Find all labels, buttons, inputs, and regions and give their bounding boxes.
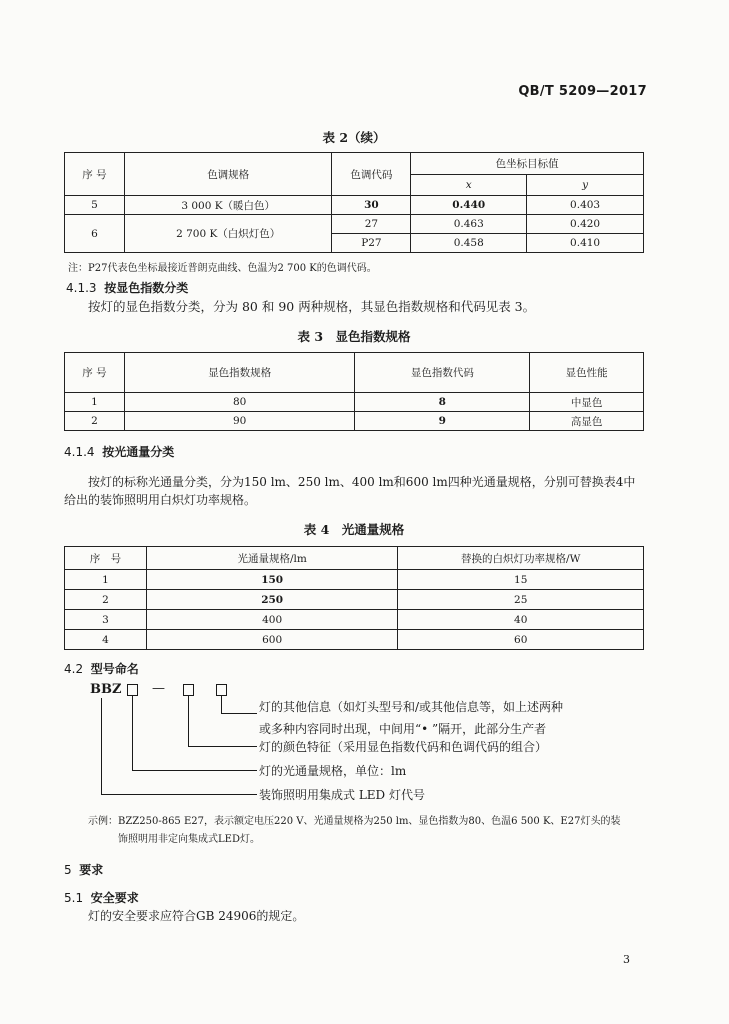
section-4-1-4-body-line2: 给出的装饰照明用白炽灯功率规格。 <box>64 493 257 507</box>
section-number: 4.1.3 <box>66 281 97 295</box>
table3-cell: 中显色 <box>530 393 644 412</box>
label-other-info-cont: 或多种内容同时出现，中间用“• ”隔开，此部分生产者 <box>259 722 547 736</box>
label-color: 灯的颜色特征（采用显色指数代码和色调代码的组合） <box>259 740 548 754</box>
table4-cell: 250 <box>146 590 398 610</box>
section-5-1-heading <box>64 889 139 906</box>
table-row <box>65 590 644 610</box>
table3-caption: 表 3 显色指数规格 <box>297 329 411 344</box>
table2-cell: 0.403 <box>527 196 644 215</box>
table2-cell: 0.410 <box>527 234 644 253</box>
table3-cell: 8 <box>355 393 530 412</box>
table2-header-y: y <box>527 175 644 196</box>
table2-header-x: x <box>411 175 527 196</box>
table4-header: 序 号 <box>65 547 147 570</box>
table4-cell: 15 <box>398 570 644 590</box>
table4-cell: 600 <box>146 630 398 650</box>
table2-cell: 0.458 <box>411 234 527 253</box>
flux-placeholder-box <box>127 684 138 696</box>
table4-cell: 400 <box>146 610 398 630</box>
table4-header: 光通量规格/lm <box>146 547 398 570</box>
table4-cell: 60 <box>398 630 644 650</box>
table2-cell: 2 700 K（白炽灯色） <box>124 215 332 253</box>
table-row <box>65 610 644 630</box>
section-5-heading <box>64 861 103 878</box>
section-5-1-body: 灯的安全要求应符合GB 24906的规定。 <box>88 909 305 923</box>
table3-cell: 高显色 <box>530 412 644 431</box>
table4-cell: 150 <box>146 570 398 590</box>
table4-cell: 25 <box>398 590 644 610</box>
table-row <box>65 393 644 412</box>
table2-cell: 27 <box>332 215 411 234</box>
section-title: 型号命名 <box>90 662 139 676</box>
section-4-1-4-body-line1: 按灯的标称光通量分类，分为150 lm、250 lm、400 lm和600 lm四种光通量规格，分别可替换表4中 <box>88 475 636 489</box>
section-title: 按光通量分类 <box>102 445 175 459</box>
connector-line <box>132 696 133 771</box>
model-dash: — <box>152 681 165 696</box>
table3-cell: 80 <box>124 393 355 412</box>
table3-header: 序 号 <box>65 353 125 393</box>
model-prefix: BBZ <box>90 682 122 697</box>
table2 <box>64 152 644 253</box>
table2-caption: 表 2（续） <box>322 130 386 145</box>
section-4-1-3-heading <box>66 279 188 296</box>
section-title: 要求 <box>79 863 104 877</box>
connector-line <box>221 696 222 714</box>
example-text: BZZ250-865 E27，表示额定电压220 V、光通量规格为250 lm、显色指数为80、色温6 500 K、E27灯头的装 <box>118 816 621 827</box>
table4-cell: 1 <box>65 570 147 590</box>
table-row <box>65 570 644 590</box>
table2-header-coord: 色坐标目标值 <box>411 153 644 175</box>
table3-cell: 1 <box>65 393 125 412</box>
table4-header: 替换的白炽灯功率规格/W <box>398 547 644 570</box>
table4-cell: 4 <box>65 630 147 650</box>
table3-cell: 90 <box>124 412 355 431</box>
table4-cell: 40 <box>398 610 644 630</box>
color-placeholder-box <box>183 684 194 696</box>
table3-header: 显色指数规格 <box>124 353 355 393</box>
table2-cell: 30 <box>332 196 411 215</box>
connector-line <box>132 770 257 771</box>
connector-line <box>188 696 189 747</box>
example-line2: 饰照明用非定向集成式LED灯。 <box>118 834 260 845</box>
label-other-info: 灯的其他信息（如灯头型号和/或其他信息等，如上述两种 <box>259 700 564 714</box>
section-number: 5.1 <box>64 891 84 905</box>
label-product-code: 装饰照明用集成式 LED 灯代号 <box>259 788 425 802</box>
connector-line <box>188 746 257 747</box>
table-row <box>65 630 644 650</box>
table4-cell: 3 <box>65 610 147 630</box>
table2-cell: 3 000 K（暖白色） <box>124 196 332 215</box>
table2-cell: 0.440 <box>411 196 527 215</box>
section-4-2-heading <box>64 660 139 677</box>
table2-cell: 6 <box>65 215 125 253</box>
table4 <box>64 546 644 650</box>
section-number: 4.1.4 <box>64 445 95 459</box>
table2-cell: 0.463 <box>411 215 527 234</box>
standard-code: QB/T 5209—2017 <box>518 84 647 99</box>
section-title: 按显色指数分类 <box>104 281 189 295</box>
table3-cell: 2 <box>65 412 125 431</box>
table-row <box>65 412 644 431</box>
section-number: 4.2 <box>64 662 84 676</box>
table4-cell: 2 <box>65 590 147 610</box>
connector-line <box>101 698 102 795</box>
example-label: 示例： <box>88 816 118 827</box>
connector-line <box>101 794 257 795</box>
table-row <box>65 196 644 215</box>
connector-line <box>221 713 257 714</box>
table3-header: 显色指数代码 <box>355 353 530 393</box>
table3-header: 显色性能 <box>530 353 644 393</box>
section-4-1-4-heading <box>64 443 174 460</box>
example-line1 <box>88 812 620 831</box>
table2-header-seq: 序 号 <box>65 153 125 196</box>
table2-cell: 0.420 <box>527 215 644 234</box>
page-number: 3 <box>623 953 630 966</box>
section-number: 5 <box>64 863 72 877</box>
table-row <box>65 215 644 234</box>
label-flux: 灯的光通量规格，单位：lm <box>259 764 407 778</box>
other-placeholder-box <box>216 684 227 696</box>
table3-cell: 9 <box>355 412 530 431</box>
table3 <box>64 352 644 431</box>
section-title: 安全要求 <box>90 891 139 905</box>
table4-caption: 表 4 光通量规格 <box>303 522 405 537</box>
table2-cell: 5 <box>65 196 125 215</box>
table2-header-code: 色调代码 <box>332 153 411 196</box>
table2-note: 注：P27代表色坐标最接近普朗克曲线、色温为2 700 K的色调代码。 <box>68 263 377 274</box>
table2-header-spec: 色调规格 <box>124 153 332 196</box>
section-4-1-3-body: 按灯的显色指数分类，分为 80 和 90 两种规格，其显色指数规格和代码见表 3。 <box>88 299 536 314</box>
table2-cell: P27 <box>332 234 411 253</box>
